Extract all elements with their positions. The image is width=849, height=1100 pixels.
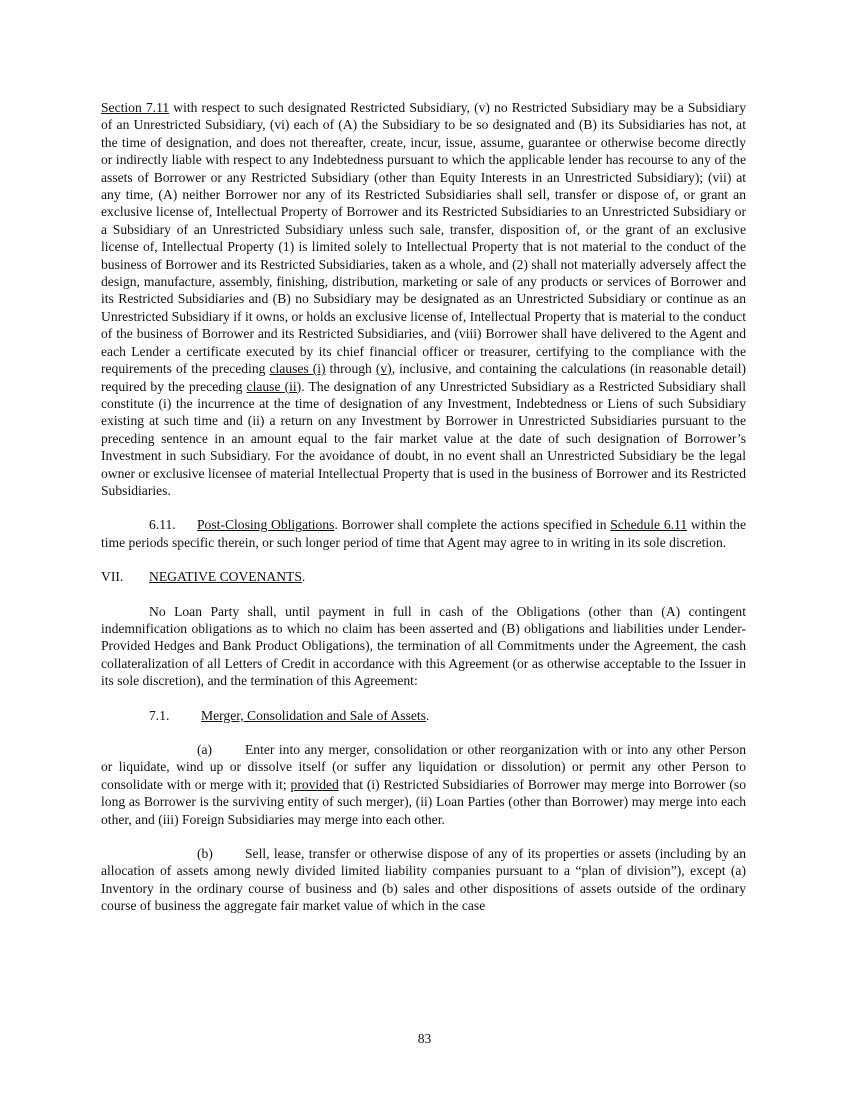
- paragraph-text: Sell, lease, transfer or otherwise dispose of any of its properties or assets (including by an allocation of assets among newly divided limited liability companies pursuant to a “plan of division”), except (a) Inventory in the ordinary course of business and (b) sales and other dispositions of assets outside of the ordinary course of business the aggregate fair market value of which in the case: [101, 846, 746, 914]
- section-title-suffix: .: [426, 707, 430, 723]
- paragraph-text: with respect to such designated Restricted Subsidiary, (v) no Restricted Subsidiary may be a Subsidiary of an Unrestricted Subsidiary, (vi) each of (A) the Subsidiary to be so designated and (B) its Subsidiaries has not, at the time of designation, and does not thereafter, create, incur, issue, assume, guarantee or otherwise become directly or indirectly liable with respect to any Indebtedness pursuant to which the applicable lender has recourse to any of the assets of Borrower or any Restricted Subsidiary (other than Equity Interests in an Unrestricted Subsidiary); (vii) at any time, (A) neither Borrower nor any of its Restricted Subsidiaries shall sell, transfer or dispose of, or grant an exclusive license of, Intellectual Property of Borrower and its Restricted Subsidiaries to an Unrestricted Subsidiary or a Subsidiary of an Unrestricted Subsidiary unless such sale, transfer, disposition of, or the grant of an exclusive license of, Intellectual Property (1) is limited solely to Intellectual Property that is not material to the conduct of the business of Borrower and its Restricted Subsidiaries, taken as a whole, and (2) shall not materially adversely affect the design, manufacture, assembly, finishing, distribution, marketing or sale of any products or services of Borrower and its Restricted Subsidiaries and (B) no Subsidiary may be designated as an Unrestricted Subsidiary or continue as an Unrestricted Subsidiary if it owns, or holds an exclusive license of, Intellectual Property that is material to the conduct of the business of Borrower and its Restricted Subsidiaries, and (viii) Borrower shall have delivered to the Agent and each Lender a certificate executed by its chief financial officer or treasurer, certifying to the compliance with the requirements of the preceding: [101, 100, 746, 377]
- article-intro-paragraph: No Loan Party shall, until payment in full in cash of the Obligations (other than (A) contingent indemnification obligations as to which no claim has been asserted and (B) obligations and liabilities under Lender-Provided Hedges and Bank Product Obligations), the termination of all Commitments under the Agreement, the cash collateralization of all Letters of Credit in accordance with this Agreement (or as otherwise acceptable to the Issuer in its sole discretion), and the termination of this Agreement:: [101, 603, 746, 689]
- article-title-suffix: .: [301, 569, 306, 585]
- paragraph-text: through: [325, 361, 376, 377]
- section-number: 7.1.: [149, 707, 170, 723]
- section-6-11: [101, 516, 746, 551]
- article-title: NEGATIVE COVENANTS: [149, 569, 302, 585]
- subsection-label: (b): [197, 846, 213, 862]
- paragraph-text: . The designation of any Unrestricted Subsidiary as a Restricted Subsidiary shall constitute (i) the incurrence at the time of designation of any Investment, Indebtedness or Liens of such Subsidiary existing at such time and (ii) a return on any Investment by Borrower in Unrestricted Subsidiaries pursuant to the preceding sentence in an amount equal to the fair market value at the date of such designation of Borrower’s Investment in such Subsidiary. For the avoidance of doubt, in no event shall an Unrestricted Subsidiary be the legal owner or exclusive licensee of material Intellectual Property that is used in the business of Borrower and its Restricted Subsidiaries.: [101, 378, 746, 498]
- cross-reference-clause-v: (v): [375, 361, 392, 377]
- paragraph-text: , inclusive, and containing the calculations (in reasonable detail) required by the preceding: [101, 361, 747, 394]
- paragraph-text: . Borrower shall complete the actions specified in: [334, 517, 611, 533]
- section-number: 6.11.: [149, 517, 176, 533]
- paragraph-text: Enter into any merger, consolidation or other reorganization with or into any other Person or liquidate, wind up or dissolve itself (or suffer any liquidation or dissolution) or permit any other Person to consolidate with or merge with it;: [101, 742, 746, 792]
- section-title: Post-Closing Obligations: [197, 517, 335, 533]
- provided-term: provided: [290, 776, 339, 792]
- cross-reference-section-7-11: Section 7.11: [101, 100, 170, 115]
- paragraph-text: within the time periods specific therein, or such longer period of time that Agent may agree to in writing in its sole discretion.: [101, 517, 746, 550]
- section-7-1-heading: [101, 707, 746, 724]
- cross-reference-schedule: Schedule 6.11: [610, 517, 688, 533]
- section-title: Merger, Consolidation and Sale of Assets: [201, 707, 426, 723]
- paragraph-text: that (i) Restricted Subsidiaries of Borrower may merge into Borrower (so long as Borrower is the surviving entity of such merger), (ii) Loan Parties (other than Borrower) may merge into each other, and (iii) Foreign Subsidiaries may merge into each other.: [101, 776, 746, 827]
- subsection-b: [101, 845, 746, 915]
- article-heading: [101, 568, 746, 585]
- page-body: [101, 99, 746, 915]
- continued-paragraph: [101, 99, 746, 499]
- article-number: VII.: [101, 569, 124, 585]
- subsection-a: [101, 741, 746, 828]
- cross-reference-clauses-i: clauses (i): [269, 361, 326, 377]
- page-number: 83: [417, 1031, 432, 1046]
- subsection-label: (a): [197, 742, 213, 757]
- cross-reference-clause-ii: clause (ii): [246, 378, 302, 394]
